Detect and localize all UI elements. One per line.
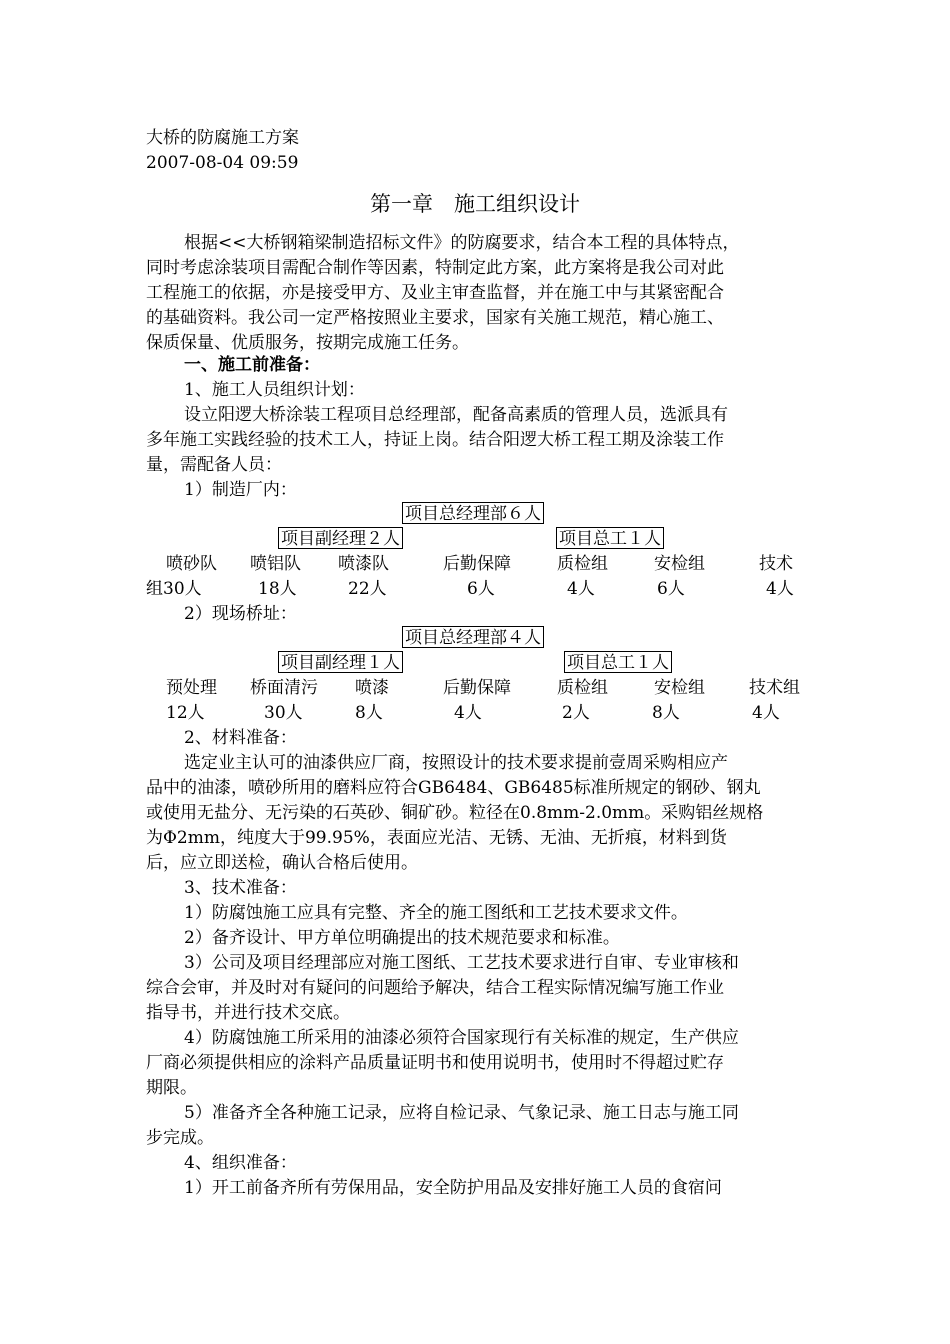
team-name: 后勤保障 bbox=[443, 678, 511, 698]
paragraph-line: 综合会审，并及时对有疑问的问题给予解决，结合工程实际情况编写施工作业 bbox=[146, 978, 724, 998]
team-name: 喷砂队 bbox=[166, 554, 217, 574]
team-count: 2人 bbox=[562, 703, 590, 723]
paragraph-line: 量，需配备人员： bbox=[146, 455, 282, 475]
paragraph-line: 5）准备齐全各种施工记录，应将自检记录、气象记录、施工日志与施工同 bbox=[184, 1103, 739, 1123]
team-name: 预处理 bbox=[166, 678, 217, 698]
team-name: 安检组 bbox=[654, 678, 705, 698]
team-count: 30人 bbox=[264, 703, 303, 723]
org-box-left: 项目副经理２人 bbox=[278, 527, 403, 549]
paragraph-line: 后，应立即送检，确认合格后使用。 bbox=[146, 853, 418, 873]
org-box-right: 项目总工１人 bbox=[556, 527, 664, 549]
section-heading: 一、施工前准备： bbox=[184, 355, 320, 375]
team-count: 22人 bbox=[348, 579, 387, 599]
team-name: 安检组 bbox=[654, 554, 705, 574]
team-count: 6人 bbox=[467, 579, 495, 599]
paragraph-line: 多年施工实践经验的技术工人，持证上岗。结合阳逻大桥工程工期及涂装工作 bbox=[146, 430, 724, 450]
org-box-top: 项目总经理部６人 bbox=[402, 502, 544, 524]
team-count: 12人 bbox=[166, 703, 205, 723]
team-count: 6人 bbox=[657, 579, 685, 599]
paragraph-line: 选定业主认可的油漆供应厂商，按照设计的技术要求提前壹周采购相应产 bbox=[184, 753, 728, 773]
team-name: 喷漆队 bbox=[338, 554, 389, 574]
chapter-title: 第一章 施工组织设计 bbox=[370, 192, 580, 216]
team-count: 4人 bbox=[567, 579, 595, 599]
intro-line: 保质保量、优质服务，按期完成施工任务。 bbox=[146, 333, 469, 353]
team-name: 质检组 bbox=[557, 678, 608, 698]
paragraph-line: 3）公司及项目经理部应对施工图纸、工艺技术要求进行自审、专业审核和 bbox=[184, 953, 739, 973]
doc-header-date: 2007-08-04 09:59 bbox=[146, 153, 299, 173]
team-count: 4人 bbox=[454, 703, 482, 723]
team-name: 后勤保障 bbox=[443, 554, 511, 574]
org-box-top: 项目总经理部４人 bbox=[402, 626, 544, 648]
org-box-left: 项目副经理１人 bbox=[278, 651, 403, 673]
subsection-heading: 1、施工人员组织计划： bbox=[184, 380, 365, 400]
site-label: 2）现场桥址： bbox=[184, 604, 297, 624]
subsection-heading: 4、组织准备： bbox=[184, 1153, 297, 1173]
paragraph-line: 1）防腐蚀施工应具有完整、齐全的施工图纸和工艺技术要求文件。 bbox=[184, 903, 688, 923]
paragraph-line: 设立阳逻大桥涂装工程项目总经理部，配备高素质的管理人员，选派具有 bbox=[184, 405, 728, 425]
paragraph-line: 品中的油漆，喷砂所用的磨料应符合GB6484、GB6485标准所规定的钢砂、钢丸 bbox=[146, 778, 761, 798]
factory-label: 1）制造厂内： bbox=[184, 480, 297, 500]
team-name: 喷铝队 bbox=[250, 554, 301, 574]
intro-line: 根据<<大桥钢箱梁制造招标文件》的防腐要求，结合本工程的具体特点， bbox=[184, 233, 740, 253]
paragraph-line: 4）防腐蚀施工所采用的油漆必须符合国家现行有关标准的规定，生产供应 bbox=[184, 1028, 739, 1048]
paragraph-line: 或使用无盐分、无污染的石英砂、铜矿砂。粒径在0.8mm-2.0mm。采购铝丝规格 bbox=[146, 803, 764, 823]
team-count: 8人 bbox=[355, 703, 383, 723]
team-count: 8人 bbox=[652, 703, 680, 723]
org-box-right: 项目总工１人 bbox=[564, 651, 672, 673]
team-count: 4人 bbox=[766, 579, 794, 599]
intro-line: 同时考虑涂装项目需配合制作等因素，特制定此方案，此方案将是我公司对此 bbox=[146, 258, 724, 278]
subsection-heading: 3、技术准备： bbox=[184, 878, 297, 898]
team-count: 18人 bbox=[258, 579, 297, 599]
paragraph-line: 期限。 bbox=[146, 1078, 197, 1098]
paragraph-line: 为Φ2mm，纯度大于99.95%，表面应光洁、无锈、无油、无折痕，材料到货 bbox=[146, 828, 727, 848]
team-name: 质检组 bbox=[557, 554, 608, 574]
team-name: 技术 bbox=[759, 554, 793, 574]
doc-header-title: 大桥的防腐施工方案 bbox=[146, 128, 299, 148]
subsection-heading: 2、材料准备： bbox=[184, 728, 297, 748]
paragraph-line: 厂商必须提供相应的涂料产品质量证明书和使用说明书，使用时不得超过贮存 bbox=[146, 1053, 724, 1073]
team-name: 技术组 bbox=[749, 678, 800, 698]
team-name: 喷漆 bbox=[355, 678, 389, 698]
paragraph-line: 1）开工前备齐所有劳保用品，安全防护用品及安排好施工人员的食宿问 bbox=[184, 1178, 722, 1198]
team-name: 桥面清污 bbox=[250, 678, 318, 698]
team-count: 组30人 bbox=[146, 579, 202, 599]
paragraph-line: 2）备齐设计、甲方单位明确提出的技术规范要求和标准。 bbox=[184, 928, 620, 948]
paragraph-line: 步完成。 bbox=[146, 1128, 214, 1148]
team-count: 4人 bbox=[752, 703, 780, 723]
intro-line: 的基础资料。我公司一定严格按照业主要求，国家有关施工规范，精心施工、 bbox=[146, 308, 724, 328]
paragraph-line: 指导书，并进行技术交底。 bbox=[146, 1003, 350, 1023]
intro-line: 工程施工的依据，亦是接受甲方、及业主审查监督，并在施工中与其紧密配合 bbox=[146, 283, 724, 303]
